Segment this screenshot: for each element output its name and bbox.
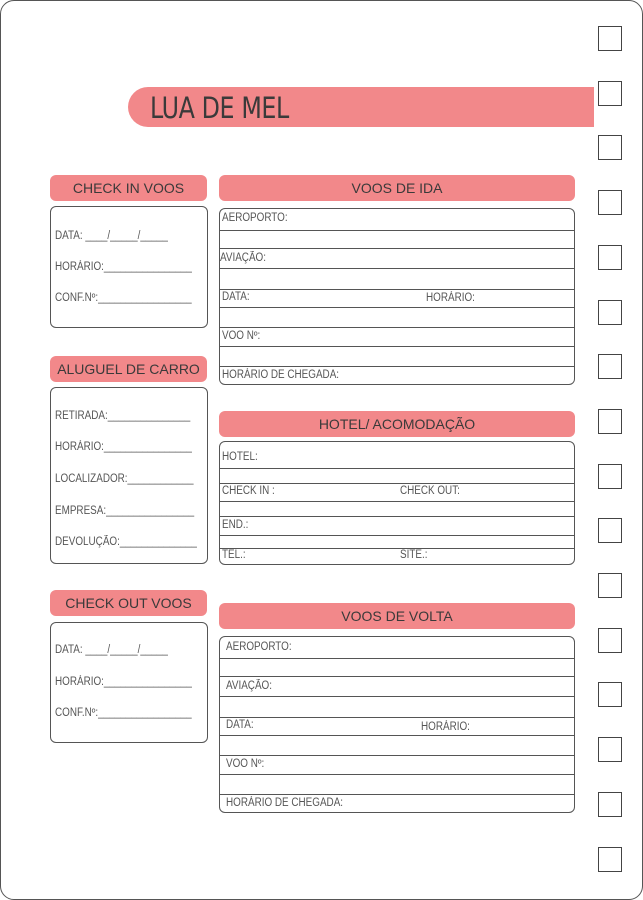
outbound-flights-box — [219, 208, 575, 385]
title-banner — [128, 87, 594, 127]
return-time-label[interactable]: HORÁRIO: — [421, 721, 470, 733]
return-arrival-time-label[interactable]: HORÁRIO DE CHEGADA: — [226, 797, 344, 809]
hotel-site-label[interactable]: SITE.: — [400, 549, 428, 561]
side-tab[interactable] — [598, 135, 622, 160]
outbound-arrival-time-label[interactable]: HORÁRIO DE CHEGADA: — [222, 369, 340, 381]
outbound-date-label[interactable]: DATA: — [222, 291, 250, 303]
divider — [220, 535, 574, 536]
car-time-field[interactable]: HORÁRIO:________________ — [55, 441, 192, 453]
side-tab[interactable] — [598, 464, 622, 489]
page-title: LUA DE MEL — [150, 91, 289, 125]
checkout-time-field[interactable]: HORÁRIO:________________ — [55, 676, 192, 688]
side-tab[interactable] — [598, 682, 622, 707]
checkout-conf-field[interactable]: CONF.Nº:_________________ — [55, 707, 192, 719]
divider — [220, 248, 574, 249]
hotel-phone-label[interactable]: TEL.: — [222, 549, 246, 561]
divider — [220, 307, 574, 308]
return-date-label[interactable]: DATA: — [226, 719, 254, 731]
divider — [220, 548, 574, 549]
hotel-box — [219, 441, 575, 565]
hotel-checkout-label[interactable]: CHECK OUT: — [400, 485, 460, 497]
side-tab[interactable] — [598, 26, 622, 51]
divider — [220, 230, 574, 231]
divider — [220, 717, 574, 718]
car-company-field[interactable]: EMPRESA:________________ — [55, 505, 195, 517]
return-flight-number-label[interactable]: VOO Nº: — [226, 758, 265, 770]
checkin-date-field[interactable]: DATA: ____/_____/_____ — [55, 230, 168, 242]
side-tab[interactable] — [598, 847, 622, 872]
outbound-flight-number-label[interactable]: VOO Nº: — [222, 330, 261, 342]
side-tab[interactable] — [598, 81, 622, 106]
side-tab[interactable] — [598, 573, 622, 598]
checkout-date-field[interactable]: DATA: ____/_____/_____ — [55, 644, 168, 656]
return-flights-box — [219, 636, 575, 813]
divider — [220, 289, 574, 290]
divider — [220, 516, 574, 517]
outbound-flights-header: VOOS DE IDA — [219, 175, 575, 201]
car-rental-header: ALUGUEL DE CARRO — [50, 356, 207, 382]
divider — [220, 483, 574, 484]
car-pickup-field[interactable]: RETIRADA:_______________ — [55, 410, 191, 422]
hotel-header: HOTEL/ ACOMODAÇÃO — [219, 411, 575, 437]
return-flights-header: VOOS DE VOLTA — [219, 603, 575, 629]
divider — [220, 794, 574, 795]
side-tab[interactable] — [598, 300, 622, 325]
divider — [220, 501, 574, 502]
side-tab[interactable] — [598, 354, 622, 379]
divider — [220, 658, 574, 659]
hotel-address-label[interactable]: END.: — [222, 519, 249, 531]
car-rental-box — [50, 387, 208, 564]
divider — [220, 676, 574, 677]
checkout-header: CHECK OUT VOOS — [50, 590, 207, 616]
hotel-checkin-label[interactable]: CHECK IN : — [222, 485, 275, 497]
side-tab[interactable] — [598, 628, 622, 653]
outbound-airline-label[interactable]: AVIAÇÃO: — [220, 252, 266, 264]
divider — [220, 346, 574, 347]
side-tab[interactable] — [598, 737, 622, 762]
side-tab[interactable] — [598, 245, 622, 270]
divider — [220, 327, 574, 328]
divider — [220, 735, 574, 736]
car-locator-field[interactable]: LOCALIZADOR:____________ — [55, 473, 194, 485]
side-tab[interactable] — [598, 409, 622, 434]
checkout-box — [50, 622, 208, 743]
hotel-name-label[interactable]: HOTEL: — [222, 451, 258, 463]
divider — [220, 366, 574, 367]
outbound-time-label[interactable]: HORÁRIO: — [426, 292, 475, 304]
checkin-box — [50, 206, 208, 328]
divider — [220, 468, 574, 469]
side-tab[interactable] — [598, 190, 622, 215]
return-airline-label[interactable]: AVIAÇÃO: — [226, 680, 272, 692]
side-tab[interactable] — [598, 518, 622, 543]
divider — [220, 774, 574, 775]
checkin-time-field[interactable]: HORÁRIO:________________ — [55, 261, 192, 273]
divider — [220, 268, 574, 269]
checkin-conf-field[interactable]: CONF.Nº:_________________ — [55, 292, 192, 304]
checkin-header: CHECK IN VOOS — [50, 175, 207, 201]
divider — [220, 755, 574, 756]
outbound-airport-label[interactable]: AEROPORTO: — [222, 212, 288, 224]
car-return-field[interactable]: DEVOLUÇÃO:______________ — [55, 536, 197, 548]
divider — [220, 696, 574, 697]
return-airport-label[interactable]: AEROPORTO: — [226, 641, 292, 653]
side-tab[interactable] — [598, 792, 622, 817]
